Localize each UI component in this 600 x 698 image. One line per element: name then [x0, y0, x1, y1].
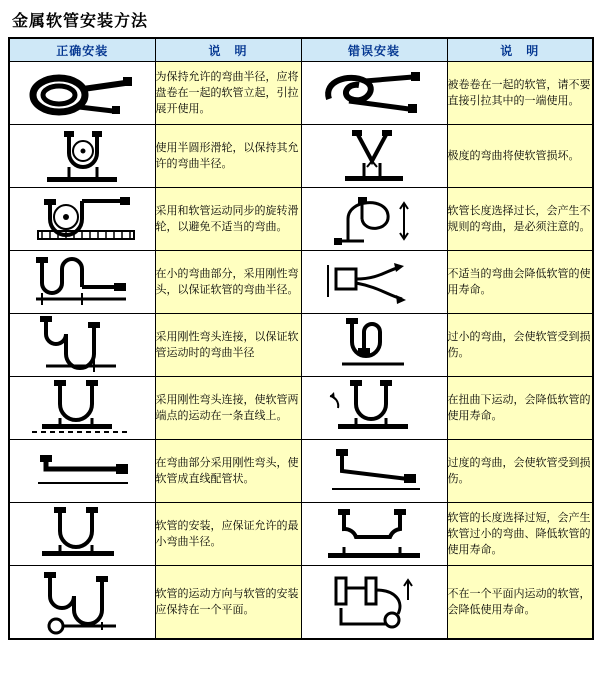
improper-tight-bend-icon — [301, 251, 447, 314]
description-text: 为保持允许的弯曲半径，应将盘卷在一起的软管立起，引拉展开使用。 — [155, 62, 301, 125]
too-long-hose-square-icon — [301, 503, 447, 566]
u-bend-with-pulley-icon — [9, 125, 155, 188]
page-title: 金属软管安装方法 — [12, 11, 149, 30]
coiled-hose-flat-icon — [9, 62, 155, 125]
table-header-row — [9, 38, 593, 62]
table-row — [9, 440, 593, 503]
bent-pipe-excess-icon — [301, 440, 447, 503]
over-tight-loop-icon — [301, 314, 447, 377]
min-bend-radius-u-icon — [9, 503, 155, 566]
loose-long-hose-icon — [301, 188, 447, 251]
column-header-wrong-install: 错误安装 — [301, 38, 447, 62]
description-text: 软管的安装，应保证允许的最小弯曲半径。 — [155, 503, 301, 566]
description-text: 不适当的弯曲会降低软管的使用寿命。 — [447, 251, 593, 314]
description-text: 在扭曲下运动，会降低软管的使用寿命。 — [447, 377, 593, 440]
table-row — [9, 377, 593, 440]
description-text: 软管的长度选择过短，会产生软管过小的弯曲、降低软管的使用寿命。 — [447, 503, 593, 566]
table-row — [9, 125, 593, 188]
description-text: 被卷卷在一起的软管，请不要直接引拉其中的一端使用。 — [447, 62, 593, 125]
rigid-elbow-small-bend-icon — [9, 251, 155, 314]
table-row — [9, 251, 593, 314]
description-text: 软管的运动方向与软管的安装应保持在一个平面。 — [155, 566, 301, 640]
rigid-elbow-u-loop-icon — [9, 314, 155, 377]
u-loop-straight-line-icon — [9, 377, 155, 440]
table-header — [9, 38, 593, 62]
description-text: 采用和软管运动同步的旋转滑轮，以避免不适当的弯曲。 — [155, 188, 301, 251]
description-text: 过小的弯曲，会使软管受到损伤。 — [447, 314, 593, 377]
column-header-wrong-desc: 说 明 — [447, 38, 593, 62]
description-text: 使用半圆形滑轮，以保持其允许的弯曲半径。 — [155, 125, 301, 188]
twisted-u-loop-icon — [301, 377, 447, 440]
column-header-correct-install: 正确安装 — [9, 38, 155, 62]
coiled-hose-pulled-icon — [301, 62, 447, 125]
description-text: 采用刚性弯头连接，以保证软管运动时的弯曲半径 — [155, 314, 301, 377]
description-text: 采用刚性弯头连接，使软管两端点的运动在一条直线上。 — [155, 377, 301, 440]
installation-methods-table — [8, 37, 594, 640]
table-row — [9, 566, 593, 640]
table-row — [9, 188, 593, 251]
table-row — [9, 62, 593, 125]
same-plane-motion-icon — [9, 566, 155, 640]
rotating-pulley-chain-icon — [9, 188, 155, 251]
description-text: 在弯曲部分采用刚性弯头，使软管成直线配管状。 — [155, 440, 301, 503]
description-text: 不在一个平面内运动的软管，会降低使用寿命。 — [447, 566, 593, 640]
sharp-v-bend-icon — [301, 125, 447, 188]
straight-pipe-elbow-icon — [9, 440, 155, 503]
description-text: 极度的弯曲将使软管损坏。 — [447, 125, 593, 188]
out-of-plane-motion-icon — [301, 566, 447, 640]
description-text: 过度的弯曲，会使软管受到损伤。 — [447, 440, 593, 503]
table-body — [9, 62, 593, 640]
description-text: 在小的弯曲部分，采用刚性弯头，以保证软管的弯曲半径。 — [155, 251, 301, 314]
column-header-correct-desc: 说 明 — [155, 38, 301, 62]
description-text: 软管长度选择过长，会产生不规则的弯曲，是必须注意的。 — [447, 188, 593, 251]
table-row — [9, 503, 593, 566]
table-row — [9, 314, 593, 377]
